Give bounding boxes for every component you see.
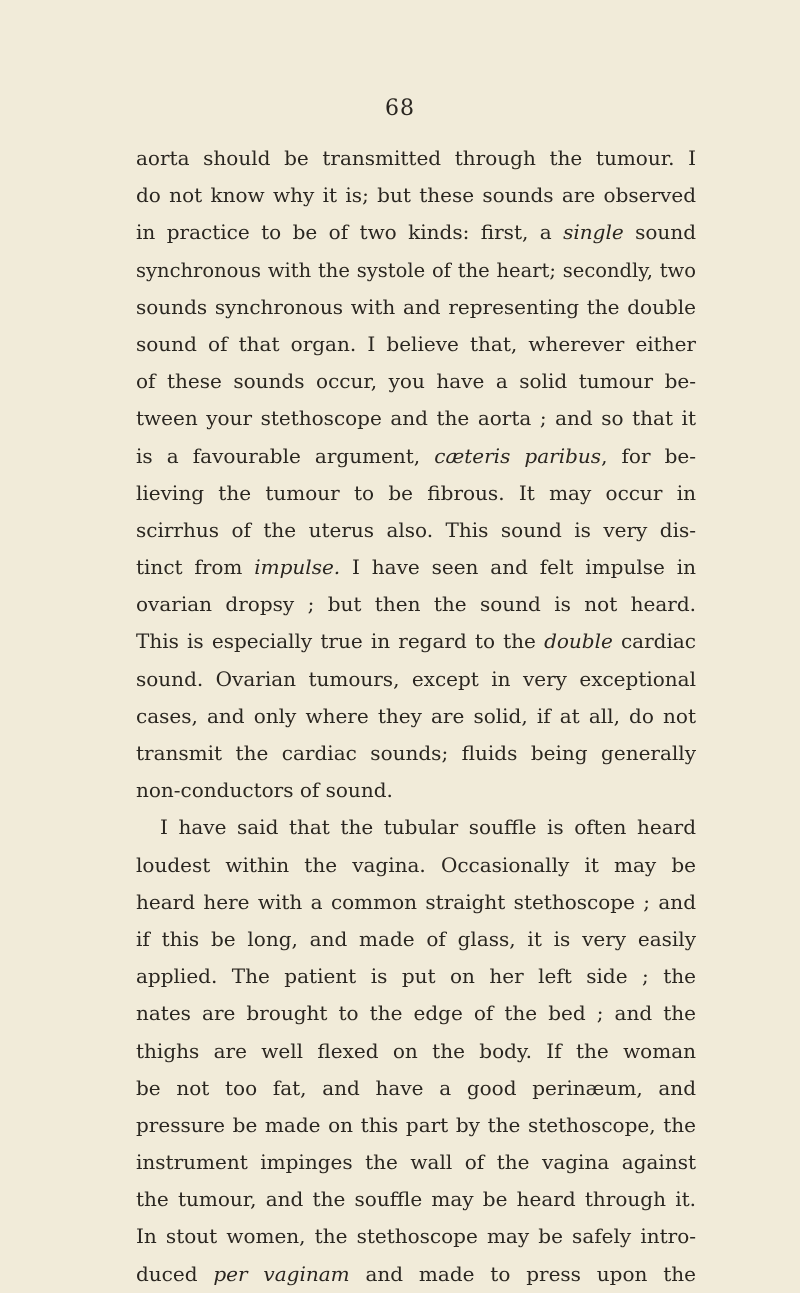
text-line bbox=[136, 512, 696, 549]
text-line bbox=[136, 1181, 696, 1218]
text-line bbox=[136, 735, 696, 772]
text-segment: scirrhus of the uterus also. This sound is very dis- bbox=[136, 517, 696, 542]
text-segment: of these sounds occur, you have a solid tumour be- bbox=[136, 369, 696, 394]
text-segment: thighs are well flexed on the body. If the woman bbox=[136, 1038, 696, 1063]
text-segment: tinct from bbox=[136, 555, 255, 580]
text-line bbox=[136, 252, 696, 289]
text-line bbox=[136, 1256, 696, 1293]
text-segment: I have said that the tubular souffle is often heard bbox=[160, 815, 696, 840]
text-segment: pressure be made on this part by the stethoscope, the bbox=[136, 1112, 696, 1137]
text-segment: nates are brought to the edge of the bed ; and the bbox=[136, 1001, 696, 1026]
text-line bbox=[136, 177, 696, 214]
text-line bbox=[136, 400, 696, 437]
text-segment: In stout women, the stethoscope may be safely intro- bbox=[136, 1224, 696, 1249]
text-segment: heard here with a common straight stethoscope ; and bbox=[136, 889, 696, 914]
text-line bbox=[136, 847, 696, 884]
text-segment: lieving the tumour to be fibrous. It may occur in bbox=[136, 480, 696, 505]
text-segment: loudest within the vagina. Occasionally it may be bbox=[136, 852, 696, 877]
text-line bbox=[136, 698, 696, 735]
text-line bbox=[136, 475, 696, 512]
text-line bbox=[136, 214, 696, 251]
italic-phrase: single bbox=[563, 220, 624, 245]
text-segment: be not too fat, and have a good perinæum, and bbox=[136, 1075, 696, 1100]
text-line bbox=[136, 326, 696, 363]
text-line bbox=[136, 1107, 696, 1144]
text-segment: sound bbox=[623, 220, 696, 245]
text-segment: is a favourable argument, bbox=[136, 443, 435, 468]
text-segment: , for be- bbox=[601, 443, 696, 468]
text-line bbox=[136, 1144, 696, 1181]
text-segment: I have seen and felt impulse in bbox=[340, 555, 696, 580]
text-segment: if this be long, and made of glass, it is very easily bbox=[136, 926, 696, 951]
text-segment: in practice to be of two kinds: first, a bbox=[136, 220, 564, 245]
text-segment: instrument impinges the wall of the vagina against bbox=[136, 1150, 696, 1175]
page-number: 68 bbox=[385, 96, 415, 121]
text-line bbox=[136, 772, 696, 809]
text-line bbox=[136, 661, 696, 698]
text-segment: synchronous with the systole of the heart; secondly, two bbox=[136, 258, 696, 282]
text-segment: non-conductors of sound. bbox=[136, 778, 393, 803]
italic-phrase: cæteris paribus bbox=[434, 443, 602, 468]
text-segment: tween your stethoscope and the aorta ; and so that it bbox=[136, 406, 696, 431]
text-line bbox=[136, 1218, 696, 1255]
text-line bbox=[136, 586, 696, 623]
text-segment: do not know why it is; but these sounds are observed bbox=[136, 183, 696, 208]
body-text bbox=[136, 140, 696, 1293]
text-line bbox=[136, 884, 696, 921]
text-segment: and made to press upon the bbox=[349, 1261, 696, 1286]
text-line bbox=[136, 995, 696, 1032]
text-segment: cardiac bbox=[612, 629, 696, 654]
text-segment: aorta should be transmitted through the tumour. I bbox=[136, 146, 696, 170]
text-line bbox=[136, 958, 696, 995]
text-segment: duced bbox=[136, 1261, 214, 1286]
text-line bbox=[136, 809, 696, 846]
text-segment: transmit the cardiac sounds; fluids being generally bbox=[136, 741, 696, 765]
text-line bbox=[136, 1070, 696, 1107]
text-line bbox=[136, 1033, 696, 1070]
text-segment: sound of that organ. I believe that, wherever either bbox=[136, 331, 696, 356]
text-segment: ovarian dropsy ; but then the sound is not heard. bbox=[136, 592, 696, 617]
text-segment: applied. The patient is put on her left side ; the bbox=[136, 964, 696, 989]
text-line bbox=[136, 438, 696, 475]
italic-phrase: per vaginam bbox=[213, 1261, 350, 1286]
text-segment: sounds synchronous with and representing the double bbox=[136, 294, 696, 319]
text-segment: the tumour, and the souffle may be heard through it. bbox=[136, 1187, 696, 1212]
italic-phrase: double bbox=[544, 629, 613, 654]
text-segment: sound. Ovarian tumours, except in very exceptional bbox=[136, 666, 696, 691]
text-line bbox=[136, 289, 696, 326]
text-line bbox=[136, 363, 696, 400]
text-line bbox=[136, 549, 696, 586]
text-line bbox=[136, 140, 696, 177]
italic-phrase: impulse. bbox=[254, 555, 341, 580]
text-segment: This is especially true in regard to the bbox=[136, 629, 545, 654]
text-line bbox=[136, 921, 696, 958]
text-segment: cases, and only where they are solid, if at all, do not bbox=[136, 703, 696, 728]
text-line bbox=[136, 623, 696, 660]
